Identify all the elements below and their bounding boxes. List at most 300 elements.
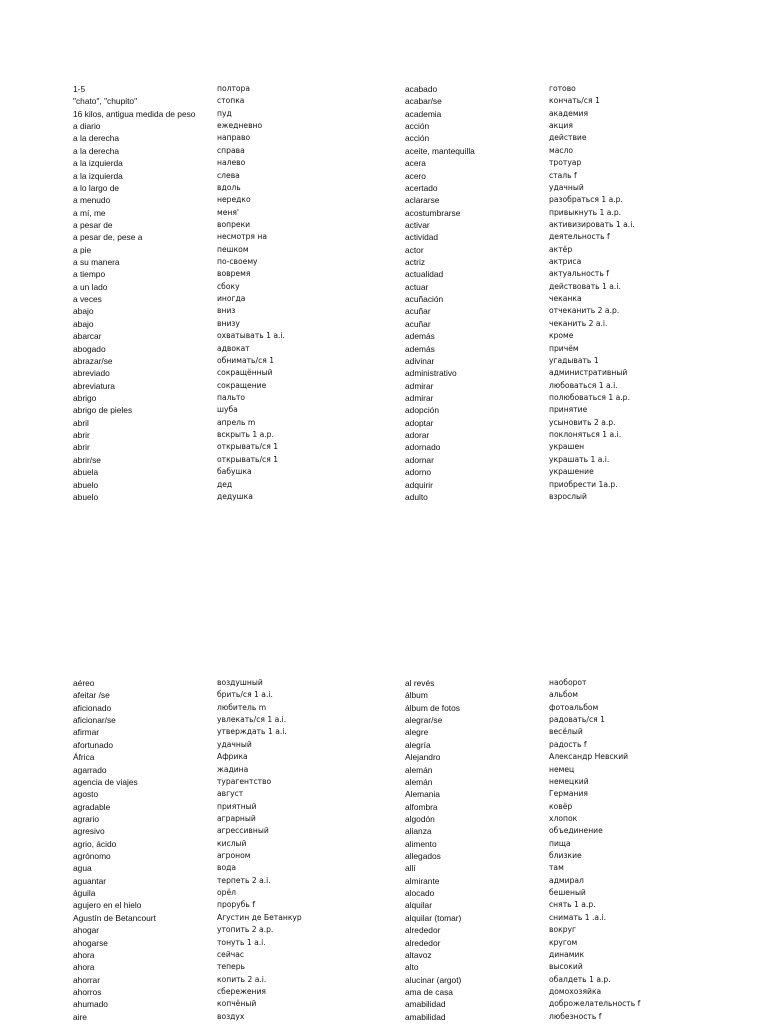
spanish-term: almirante	[405, 875, 440, 886]
spanish-term: abrigo	[73, 392, 97, 403]
russian-translation: актёр	[549, 244, 573, 254]
russian-translation: украшен	[549, 442, 585, 452]
russian-translation: воздух	[217, 1011, 245, 1021]
russian-translation: адвокат	[217, 343, 250, 353]
russian-translation: вдоль	[217, 182, 241, 192]
spanish-term: al revés	[405, 678, 435, 688]
spanish-term: alrededor	[405, 937, 441, 948]
dictionary-row	[0, 108, 768, 120]
dictionary-row	[0, 417, 768, 429]
dictionary-row	[0, 677, 768, 689]
spanish-term: aficionado	[73, 702, 112, 713]
spanish-term: actividad	[405, 232, 439, 243]
spanish-term: aéreo	[73, 678, 95, 688]
dictionary-row	[0, 788, 768, 800]
spanish-term: alianza	[405, 826, 432, 837]
russian-translation: хлопок	[549, 813, 578, 823]
dictionary-row	[0, 95, 768, 107]
spanish-term: alimento	[405, 838, 437, 849]
dictionary-block-2	[0, 677, 768, 1023]
dictionary-row	[0, 751, 768, 763]
russian-translation: вовремя	[217, 269, 251, 279]
spanish-term: a la derecha	[73, 145, 120, 156]
russian-translation: немец	[549, 764, 575, 774]
russian-translation: принятие	[549, 405, 588, 415]
spanish-term: adornar	[405, 454, 434, 465]
russian-translation: там	[549, 863, 564, 873]
russian-translation: кончать/ся 1	[549, 96, 600, 106]
dictionary-row	[0, 429, 768, 441]
spanish-term: admirar	[405, 380, 434, 391]
russian-translation: действовать 1 a.i.	[549, 281, 621, 291]
spanish-term: acción	[405, 121, 430, 132]
russian-translation: теперь	[217, 962, 246, 972]
russian-translation: радость f	[549, 739, 587, 749]
spanish-term: aire	[73, 1011, 87, 1022]
spanish-term: agrónomo	[73, 851, 111, 862]
spanish-term: Alejandro	[405, 752, 441, 763]
spanish-term: acuñar	[405, 318, 431, 329]
spanish-term: a la derecha	[73, 133, 120, 144]
spanish-term: alocado	[405, 888, 435, 899]
dictionary-row	[0, 219, 768, 231]
dictionary-row	[0, 887, 768, 899]
russian-translation: терпеть 2 a.i.	[217, 875, 271, 885]
russian-translation: кислый	[217, 838, 247, 848]
spanish-term: ama de casa	[405, 986, 453, 997]
russian-translation: снимать 1 .a.i.	[549, 912, 607, 922]
spanish-term: abajo	[73, 306, 94, 317]
russian-translation: пища	[549, 838, 571, 848]
russian-translation: Агустин де Бетанкур	[217, 912, 302, 922]
spanish-term: abrazar/se	[73, 355, 113, 366]
russian-translation: чеканить 2 a.i.	[549, 318, 608, 328]
russian-translation: любезность f	[549, 1011, 602, 1021]
russian-translation: вскрыть 1 a.p.	[217, 430, 274, 440]
russian-translation: отчеканить 2 a.p.	[549, 306, 620, 316]
spanish-term: abril	[73, 417, 89, 428]
spanish-term: acostumbrarse	[405, 207, 461, 218]
dictionary-row	[0, 454, 768, 466]
russian-translation: увлекать/ся 1 a.i.	[217, 715, 287, 725]
spanish-term: agencia de viajes	[73, 776, 138, 787]
russian-translation: дед	[217, 479, 233, 489]
spanish-term: algodón	[405, 813, 435, 824]
spanish-term: adoptar	[405, 417, 434, 428]
spanish-term: agrio, ácido	[73, 838, 117, 849]
dictionary-row	[0, 714, 768, 726]
russian-translation: акция	[549, 121, 573, 131]
russian-translation: агрессивный	[217, 826, 269, 836]
dictionary-row	[0, 380, 768, 392]
russian-translation: доброжелательность f	[549, 999, 641, 1009]
spanish-term: agujero en el hielo	[73, 900, 142, 911]
russian-translation: снять 1 a.p.	[549, 900, 596, 910]
russian-translation: полтора	[217, 84, 251, 93]
dictionary-row	[0, 367, 768, 379]
russian-translation: тротуар	[549, 158, 582, 168]
dictionary-row	[0, 120, 768, 132]
spanish-term: aficionar/se	[73, 715, 116, 726]
russian-translation: удачный	[217, 739, 252, 749]
spanish-term: acuñación	[405, 294, 444, 305]
spanish-term: amabilidad	[405, 1011, 446, 1022]
russian-translation: сталь f	[549, 170, 577, 180]
russian-translation: бабушка	[217, 467, 252, 477]
russian-translation: справа	[217, 145, 245, 155]
russian-translation: внизу	[217, 318, 240, 328]
spanish-term: "chato", "chupito"	[73, 96, 138, 107]
russian-translation: украшение	[549, 467, 594, 477]
dictionary-row	[0, 875, 768, 887]
russian-translation: Германия	[549, 789, 588, 799]
russian-translation: копить 2 a.i.	[217, 974, 267, 984]
spanish-term: alfombra	[405, 801, 438, 812]
russian-translation: высокий	[549, 962, 583, 972]
spanish-term: abreviatura	[73, 380, 115, 391]
russian-translation: радовать/ся 1	[549, 715, 605, 725]
russian-translation: немецкий	[549, 776, 589, 786]
russian-translation: обалдеть 1 a.p.	[549, 974, 611, 984]
spanish-term: admirar	[405, 392, 434, 403]
dictionary-row	[0, 441, 768, 453]
spanish-term: adorno	[405, 467, 432, 478]
spanish-term: a un lado	[73, 281, 108, 292]
russian-translation: стопка	[217, 96, 245, 106]
russian-translation: близкие	[549, 851, 582, 861]
spanish-term: adquirir	[405, 479, 433, 490]
russian-translation: утопить 2 a.p.	[217, 925, 274, 935]
dictionary-row	[0, 281, 768, 293]
russian-translation: пуд	[217, 108, 232, 118]
spanish-term: África	[73, 752, 95, 763]
russian-translation: слева	[217, 170, 240, 180]
spanish-term: abuelo	[73, 479, 99, 490]
russian-translation: воздушный	[217, 678, 263, 687]
russian-translation: актриса	[549, 257, 582, 267]
spanish-term: abrir/se	[73, 454, 101, 465]
russian-translation: нередко	[217, 195, 251, 205]
dictionary-row	[0, 776, 768, 788]
dictionary-row	[0, 850, 768, 862]
dictionary-row	[0, 479, 768, 491]
dictionary-row	[0, 256, 768, 268]
russian-translation: любоваться 1 a.i.	[549, 380, 618, 390]
spanish-term: alegrar/se	[405, 715, 443, 726]
russian-translation: Александр Невский	[549, 752, 629, 762]
spanish-term: a pesar de, pese a	[73, 232, 143, 243]
russian-translation: домохозяйка	[549, 986, 602, 996]
russian-translation: сбоку	[217, 281, 240, 291]
spanish-term: acción	[405, 133, 430, 144]
spanish-term: a la izquierda	[73, 170, 123, 181]
spanish-term: abuela	[73, 467, 99, 478]
russian-translation: актуальность f	[549, 269, 609, 279]
dictionary-row	[0, 491, 768, 503]
russian-translation: кроме	[549, 331, 574, 341]
russian-translation: разобраться 1 a.p.	[549, 195, 623, 205]
spanish-term: a diario	[73, 121, 101, 132]
russian-translation: иногда	[217, 294, 246, 304]
dictionary-row	[0, 801, 768, 813]
dictionary-row	[0, 157, 768, 169]
dictionary-block-1	[0, 83, 768, 503]
dictionary-row	[0, 924, 768, 936]
dictionary-row	[0, 912, 768, 924]
dictionary-row	[0, 726, 768, 738]
russian-translation: поклоняться 1 a.i.	[549, 430, 622, 440]
dictionary-row	[0, 318, 768, 330]
spanish-term: afirmar	[73, 727, 100, 738]
russian-translation: вниз	[217, 306, 236, 316]
spanish-term: a menudo	[73, 195, 111, 206]
dictionary-row	[0, 862, 768, 874]
spanish-term: agradable	[73, 801, 111, 812]
dictionary-row	[0, 330, 768, 342]
russian-translation: объединение	[549, 826, 603, 836]
dictionary-row	[0, 949, 768, 961]
russian-translation: полюбоваться 1 a.p.	[549, 392, 630, 402]
russian-translation: взрослый	[549, 491, 587, 501]
russian-translation: готово	[549, 84, 576, 93]
russian-translation: сейчас	[217, 949, 245, 959]
russian-translation: жадина	[217, 764, 249, 774]
russian-translation: деятельность f	[549, 232, 610, 242]
russian-translation: причём	[549, 343, 579, 353]
russian-translation: кругом	[549, 937, 578, 947]
dictionary-row	[0, 170, 768, 182]
russian-translation: приобрести 1a.p.	[549, 479, 618, 489]
russian-translation: приятный	[217, 801, 257, 811]
spanish-term: 1-5	[73, 84, 86, 94]
dictionary-row	[0, 974, 768, 986]
russian-translation: обнимать/ся 1	[217, 355, 275, 365]
spanish-term: acertado	[405, 182, 438, 193]
spanish-term: abrir	[73, 430, 90, 441]
spanish-term: abrigo de pieles	[73, 405, 133, 416]
spanish-term: águila	[73, 888, 96, 899]
russian-translation: орёл	[217, 888, 236, 898]
spanish-term: abogado	[73, 343, 106, 354]
dictionary-row	[0, 813, 768, 825]
dictionary-row	[0, 355, 768, 367]
russian-translation: открывать/ся 1	[217, 442, 279, 452]
spanish-term: alegre	[405, 727, 429, 738]
russian-translation: утверждать 1 a.i.	[217, 727, 287, 737]
spanish-term: afeitar /se	[73, 690, 110, 701]
spanish-term: aclararse	[405, 195, 440, 206]
dictionary-row	[0, 244, 768, 256]
dictionary-row	[0, 689, 768, 701]
dictionary-row	[0, 132, 768, 144]
dictionary-row	[0, 739, 768, 751]
spanish-term: altavoz	[405, 949, 432, 960]
russian-translation: украшать 1 a.i.	[549, 454, 610, 464]
spanish-term: acero	[405, 170, 426, 181]
spanish-term: además	[405, 343, 435, 354]
spanish-term: allegados	[405, 851, 441, 862]
spanish-term: adulto	[405, 491, 428, 502]
russian-translation: аграрный	[217, 813, 256, 823]
russian-translation: прорубь f	[217, 900, 255, 910]
russian-translation: вода	[217, 863, 237, 873]
russian-translation: открывать/ся 1	[217, 454, 279, 464]
russian-translation: брить/ся 1 a.i.	[217, 690, 273, 700]
spanish-term: ahogar	[73, 925, 100, 936]
russian-translation: направо	[217, 133, 251, 143]
spanish-term: alegría	[405, 739, 431, 750]
russian-translation: меня'	[217, 207, 240, 217]
spanish-term: agua	[73, 863, 92, 874]
dictionary-row	[0, 343, 768, 355]
spanish-term: Agustín de Betancourt	[73, 912, 156, 923]
dictionary-row	[0, 194, 768, 206]
russian-translation: наоборот	[549, 678, 587, 687]
spanish-term: alucinar (argot)	[405, 974, 462, 985]
spanish-term: agrario	[73, 813, 100, 824]
dictionary-row	[0, 231, 768, 243]
russian-translation: август	[217, 789, 244, 799]
dictionary-row	[0, 998, 768, 1010]
spanish-term: acabado	[405, 84, 438, 94]
russian-translation: действие	[549, 133, 587, 143]
spanish-term: agosto	[73, 789, 99, 800]
dictionary-row	[0, 838, 768, 850]
russian-translation: охватывать 1 a.i.	[217, 331, 285, 341]
spanish-term: actor	[405, 244, 424, 255]
russian-translation: сбережения	[217, 986, 267, 996]
russian-translation: академия	[549, 108, 589, 118]
dictionary-row	[0, 145, 768, 157]
dictionary-row	[0, 961, 768, 973]
russian-translation: агроном	[217, 851, 251, 861]
spanish-term: ahorrar	[73, 974, 100, 985]
russian-translation: усыновить 2 a.p.	[549, 417, 616, 427]
russian-translation: дедушка	[217, 491, 253, 501]
spanish-term: Alemania	[405, 789, 440, 800]
dictionary-row	[0, 937, 768, 949]
spanish-term: activar	[405, 219, 430, 230]
russian-translation: удачный	[549, 182, 584, 192]
russian-translation: привыкнуть 1 a.p.	[549, 207, 622, 217]
spanish-term: a pesar de	[73, 219, 113, 230]
russian-translation: сокращённый	[217, 368, 273, 378]
russian-translation: масло	[549, 145, 574, 155]
russian-translation: ежедневно	[217, 121, 263, 131]
spanish-term: actualidad	[405, 269, 444, 280]
spanish-term: administrativo	[405, 368, 457, 379]
spanish-term: ahumado	[73, 999, 108, 1010]
spanish-term: aguantar	[73, 875, 107, 886]
spanish-term: ahogarse	[73, 937, 108, 948]
russian-translation: апрель m	[217, 417, 256, 427]
dictionary-row	[0, 293, 768, 305]
spanish-term: abreviado	[73, 368, 110, 379]
russian-translation: налево	[217, 158, 246, 168]
russian-translation: чеканка	[549, 294, 582, 304]
russian-translation: альбом	[549, 690, 579, 700]
spanish-term: además	[405, 331, 435, 342]
dictionary-row	[0, 702, 768, 714]
dictionary-row	[0, 268, 768, 280]
dictionary-row	[0, 392, 768, 404]
spanish-term: academia	[405, 108, 442, 119]
spanish-term: a la izquierda	[73, 158, 123, 169]
spanish-term: ahorros	[73, 986, 102, 997]
russian-translation: ковёр	[549, 801, 573, 811]
spanish-term: agresivo	[73, 826, 105, 837]
russian-translation: несмотря на	[217, 232, 268, 242]
spanish-term: adornado	[405, 442, 441, 453]
russian-translation: копчёный	[217, 999, 257, 1009]
russian-translation: шуба	[217, 405, 238, 415]
spanish-term: ahora	[73, 949, 95, 960]
spanish-term: abuelo	[73, 491, 99, 502]
dictionary-row	[0, 1011, 768, 1023]
dictionary-row	[0, 825, 768, 837]
spanish-term: alquilar (tomar)	[405, 912, 462, 923]
spanish-term: alemán	[405, 776, 433, 787]
spanish-term: alemán	[405, 764, 433, 775]
spanish-term: adorar	[405, 430, 430, 441]
russian-translation: бешеный	[549, 888, 586, 898]
spanish-term: 16 kilos, antigua medida de peso	[73, 108, 196, 119]
dictionary-row	[0, 182, 768, 194]
russian-translation: вопреки	[217, 219, 251, 229]
spanish-term: a lo largo de	[73, 182, 120, 193]
spanish-term: abrir	[73, 442, 90, 453]
spanish-term: adivinar	[405, 355, 435, 366]
dictionary-row	[0, 899, 768, 911]
dictionary-row	[0, 207, 768, 219]
russian-translation: динамик	[549, 949, 585, 959]
spanish-term: abajo	[73, 318, 94, 329]
russian-translation: пальто	[217, 392, 246, 402]
russian-translation: любитель m	[217, 702, 267, 712]
spanish-term: a veces	[73, 294, 102, 305]
russian-translation: сокращение	[217, 380, 267, 390]
spanish-term: acuñar	[405, 306, 431, 317]
russian-translation: угадывать 1	[549, 355, 599, 365]
russian-translation: адмирал	[549, 875, 584, 885]
spanish-term: acabar/se	[405, 96, 442, 107]
spanish-term: álbum de fotos	[405, 702, 460, 713]
spanish-term: alrededor	[405, 925, 441, 936]
spanish-term: allí	[405, 863, 416, 874]
russian-translation: пешком	[217, 244, 249, 254]
russian-translation: вокруг	[549, 925, 577, 935]
spanish-term: afortunado	[73, 739, 114, 750]
spanish-term: actuar	[405, 281, 429, 292]
spanish-term: acera	[405, 158, 426, 169]
spanish-term: agarrado	[73, 764, 107, 775]
spanish-term: adopción	[405, 405, 439, 416]
spanish-term: aceite, mantequilla	[405, 145, 475, 156]
spanish-term: a mí, me	[73, 207, 106, 218]
russian-translation: активизировать 1 a.i.	[549, 219, 635, 229]
spanish-term: a su manera	[73, 257, 120, 268]
spanish-term: a pie	[73, 244, 92, 255]
russian-translation: весёлый	[549, 727, 583, 737]
dictionary-row	[0, 764, 768, 776]
russian-translation: административный	[549, 368, 628, 378]
spanish-term: álbum	[405, 690, 428, 701]
spanish-term: actriz	[405, 257, 426, 268]
dictionary-row	[0, 305, 768, 317]
spanish-term: a tiempo	[73, 269, 106, 280]
spanish-term: alto	[405, 962, 419, 973]
spanish-term: amabilidad	[405, 999, 446, 1010]
